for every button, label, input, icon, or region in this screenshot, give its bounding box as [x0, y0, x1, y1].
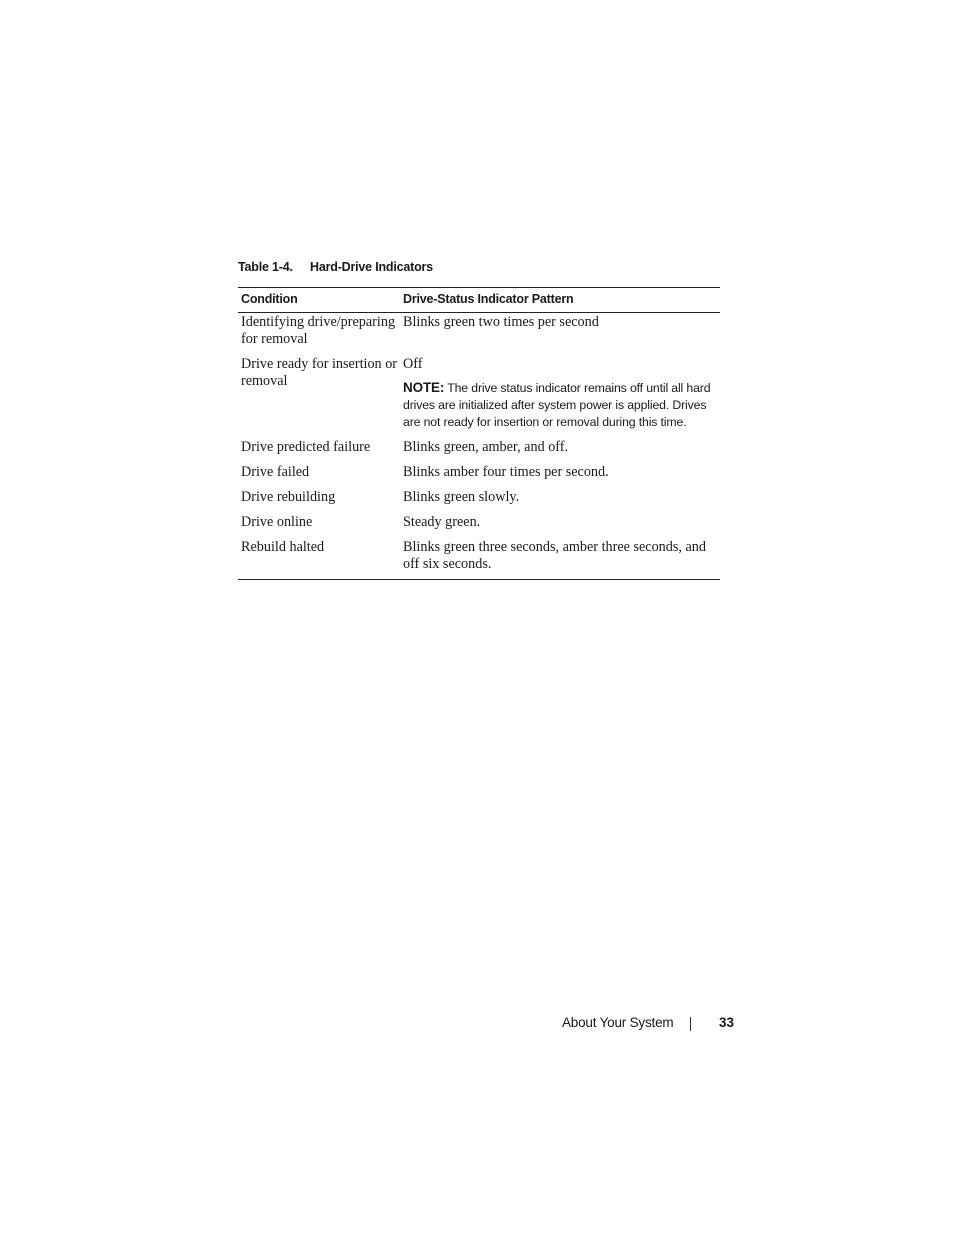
page-number: 33 — [719, 1015, 735, 1030]
table-number: Table 1-4. — [238, 260, 293, 274]
pattern-cell: Blinks green slowly. — [403, 489, 520, 505]
table-row — [238, 539, 720, 580]
condition-cell: Rebuild halted — [238, 539, 400, 580]
note-label: NOTE: — [403, 380, 445, 395]
table-row — [238, 313, 720, 357]
table-row — [238, 464, 720, 489]
table-header-row — [238, 288, 720, 313]
condition-cell: Drive failed — [241, 464, 310, 480]
condition-cell: Drive predicted failure — [241, 439, 371, 455]
table-row — [238, 514, 720, 539]
condition-cell: Drive online — [241, 514, 313, 530]
pattern-cell — [400, 356, 720, 439]
table-row — [238, 356, 720, 439]
pattern-text: Off — [403, 356, 423, 372]
pattern-cell: Blinks green two times per second — [403, 314, 599, 330]
header-pattern: Drive-Status Indicator Pattern — [400, 288, 720, 313]
table-row — [238, 489, 720, 514]
note-block — [403, 379, 717, 431]
condition-cell: Drive rebuilding — [241, 489, 336, 505]
pattern-cell: Blinks green three seconds, amber three seconds, and off six seconds. — [400, 539, 720, 580]
table-row — [238, 439, 720, 464]
footer-divider — [690, 1017, 691, 1031]
header-condition: Condition — [238, 288, 400, 313]
condition-cell: Drive ready for insertion or removal — [241, 356, 398, 389]
note-text: The drive status indicator remains off until all hard drives are initialized after system power is applied. Drives are not ready for insertion or removal during this time. — [403, 381, 711, 429]
table-caption — [238, 260, 433, 274]
condition-cell: Identifying drive/preparing for removal — [241, 314, 396, 347]
hard-drive-indicators-table — [238, 287, 720, 580]
pattern-cell: Steady green. — [403, 514, 481, 530]
pattern-cell: Blinks green, amber, and off. — [403, 439, 569, 455]
footer-section-title: About Your System — [562, 1015, 674, 1030]
table-title: Hard-Drive Indicators — [310, 260, 433, 274]
pattern-cell: Blinks amber four times per second. — [403, 464, 609, 480]
